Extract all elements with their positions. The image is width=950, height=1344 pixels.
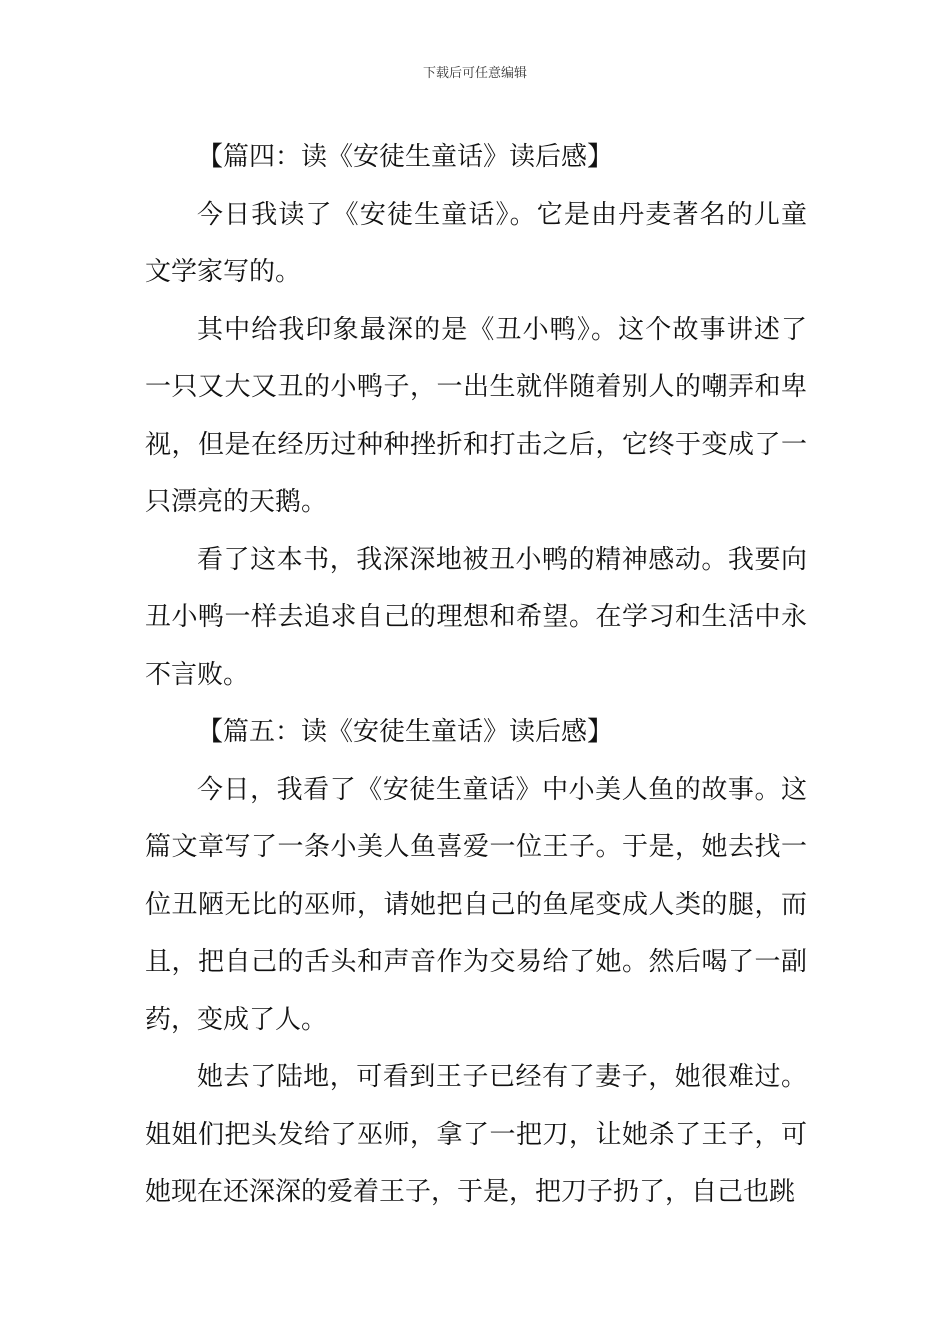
page-header: 下载后可任意编辑 — [422, 66, 527, 81]
paragraph: 其中给我印象最深的是《丑小鸭》。这个故事讲述了一只又大又丑的小鸭子，一出生就伴随着别人的嘲弄和卑视，但是在经历过种种挫折和打击之后，它终于变成了一只漂亮的天鹅。 — [145, 314, 807, 517]
section-title-4: 【篇四：读《安徒生童话》读后感】 — [197, 142, 614, 172]
document-body — [145, 129, 807, 1222]
paragraph: 她去了陆地，可看到王子已经有了妻子，她很难过。姐姐们把头发给了巫师，拿了一把刀，让她杀了王子，可她现在还深深的爱着王子，于是，把刀子扔了，自己也跳 — [145, 1062, 807, 1207]
paragraph: 今日，我看了《安徒生童话》中小美人鱼的故事。这篇文章写了一条小美人鱼喜爱一位王子。于是，她去找一位丑陋无比的巫师，请她把自己的鱼尾变成人类的腿，而且，把自己的舌头和声音作为交易给了她。然后喝了一副药，变成了人。 — [145, 774, 807, 1035]
paragraph: 今日我读了《安徒生童话》。它是由丹麦著名的儿童文学家写的。 — [145, 199, 807, 287]
section-title-5: 【篇五：读《安徒生童话》读后感】 — [197, 717, 614, 747]
paragraph: 看了这本书，我深深地被丑小鸭的精神感动。我要向丑小鸭一样去追求自己的理想和希望。在学习和生活中永不言败。 — [145, 544, 807, 690]
